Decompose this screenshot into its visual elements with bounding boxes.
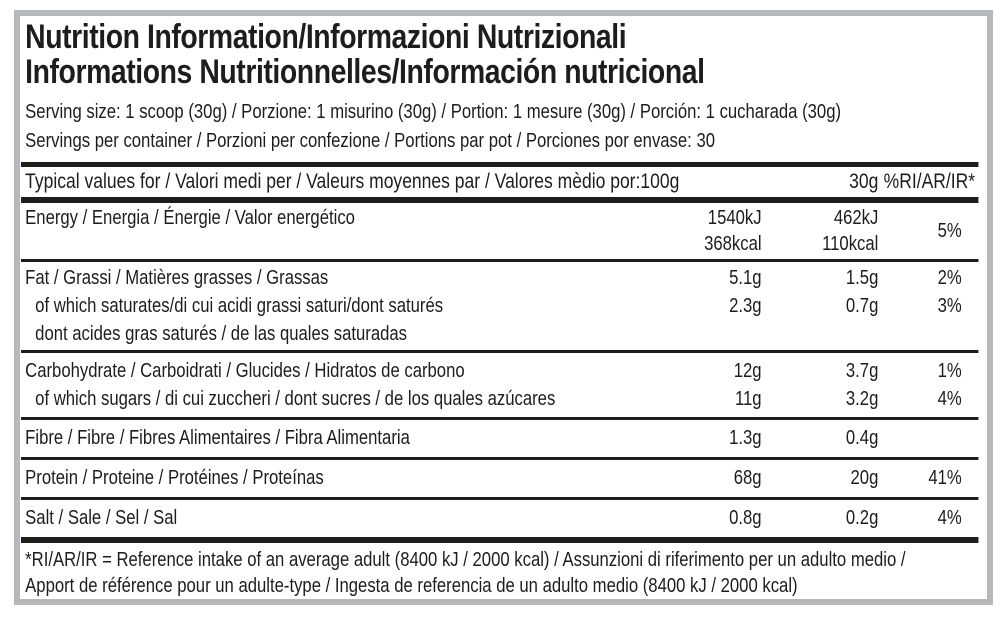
nutrition-table-body (21, 203, 978, 537)
value-ri-percent: 2% (937, 267, 962, 289)
nutrition-label (14, 10, 993, 605)
nutrient-row (21, 424, 978, 452)
nutrient-label: Fat / Grassi / Matières grasses / Grassas (25, 267, 329, 289)
nutrient-label: dont acides gras saturés / de las quales saturadas (35, 323, 407, 345)
nutrient-row (21, 504, 978, 532)
footnote-line-1: *RI/AR/IR = Reference intake of an average adult (8400 kJ / 2000 kcal) / Assunzioni di riferimento per un adulto medio / (25, 549, 906, 571)
footnote-line-2: Apport de référence pour un adulte-type / Ingesta de referencia de un adulto medio (8400 kJ / 2000 kcal) (25, 575, 798, 597)
value-per-30g: 0.2g (845, 507, 879, 529)
nutrient-row (21, 385, 978, 413)
label-content (21, 16, 978, 599)
header-col-ri: %RI/AR/IR* (883, 170, 976, 193)
value-per-30g: 3.2g (845, 388, 879, 410)
section-nutrient (21, 420, 978, 457)
section-nutrient (21, 262, 978, 350)
energy-value: 368kcal (704, 233, 762, 255)
serving-size-line: Serving size: 1 scoop (30g) / Porzione: 1 misurino (30g) / Portion: 1 mesure (30g) / Porción: 1 cucharada (30g) (25, 101, 842, 123)
value-per-100g: 0.8g (729, 507, 762, 529)
nutrient-label: Carbohydrate / Carboidrati / Glucides / Hidratos de carbono (25, 360, 465, 382)
value-per-30g: 3.7g (845, 360, 879, 382)
value-per-30g: 0.7g (845, 295, 879, 317)
header-typical-values: Typical values for / Valori medi per / Valeurs moyennes par / Valores mèdio por:100g (25, 170, 680, 193)
reference-intake-footnote (21, 543, 978, 599)
value-per-30g (762, 205, 879, 257)
nutrient-row-energy (21, 205, 978, 257)
nutrient-row (21, 264, 978, 292)
value-per-100g: 2.3g (729, 295, 762, 317)
value-per-100g: 1.3g (729, 427, 762, 449)
value-per-30g: 20g (850, 467, 879, 489)
value-per-100g: 68g (733, 467, 762, 489)
value-ri-percent: 5% (937, 220, 962, 242)
energy-value: 110kcal (822, 233, 879, 255)
section-energy (21, 203, 978, 259)
title-line-1: Nutrition Information/Informazioni Nutrizionali (25, 18, 627, 56)
nutrient-label: Salt / Sale / Sel / Sal (25, 507, 178, 529)
nutrient-row (21, 357, 978, 385)
serving-info (21, 90, 978, 162)
header-col-30g: 30g (849, 170, 879, 193)
nutrient-label: Energy / Energia / Énergie / Valor energético (25, 207, 355, 229)
value-per-100g (628, 205, 761, 257)
value-per-100g: 12g (733, 360, 762, 382)
nutrient-row (21, 464, 978, 492)
value-ri-percent: 3% (937, 295, 962, 317)
energy-value: 462kJ (833, 207, 879, 229)
label-title (21, 16, 978, 90)
section-nutrient (21, 460, 978, 497)
value-per-30g: 1.5g (845, 267, 879, 289)
value-per-30g: 0.4g (845, 427, 879, 449)
nutrient-row (21, 320, 978, 348)
nutrient-label: Protein / Proteine / Protéines / Proteínas (25, 467, 324, 489)
nutrient-label: Fibre / Fibre / Fibres Alimentaires / Fibra Alimentaria (25, 427, 410, 449)
value-per-100g: 5.1g (729, 267, 762, 289)
nutrient-label: of which saturates/di cui acidi grassi saturi/dont saturés (35, 295, 444, 317)
value-ri-percent: 41% (928, 467, 962, 489)
nutrient-row (21, 292, 978, 320)
section-nutrient (21, 353, 978, 417)
nutrient-label: of which sugars / di cui zuccheri / dont sucres / de los quales azúcares (35, 388, 556, 410)
servings-per-container-line: Servings per container / Porzioni per confezione / Portions par pot / Porciones por envase: 30 (25, 130, 716, 152)
value-ri-percent: 1% (937, 360, 962, 382)
section-nutrient (21, 500, 978, 537)
value-ri-percent: 4% (937, 507, 962, 529)
energy-value: 1540kJ (707, 207, 762, 229)
value-ri-percent: 4% (937, 388, 962, 410)
value-per-100g: 11g (734, 388, 762, 410)
title-line-2: Informations Nutritionnelles/Información nutricional (25, 53, 705, 91)
table-header-row (21, 167, 978, 197)
